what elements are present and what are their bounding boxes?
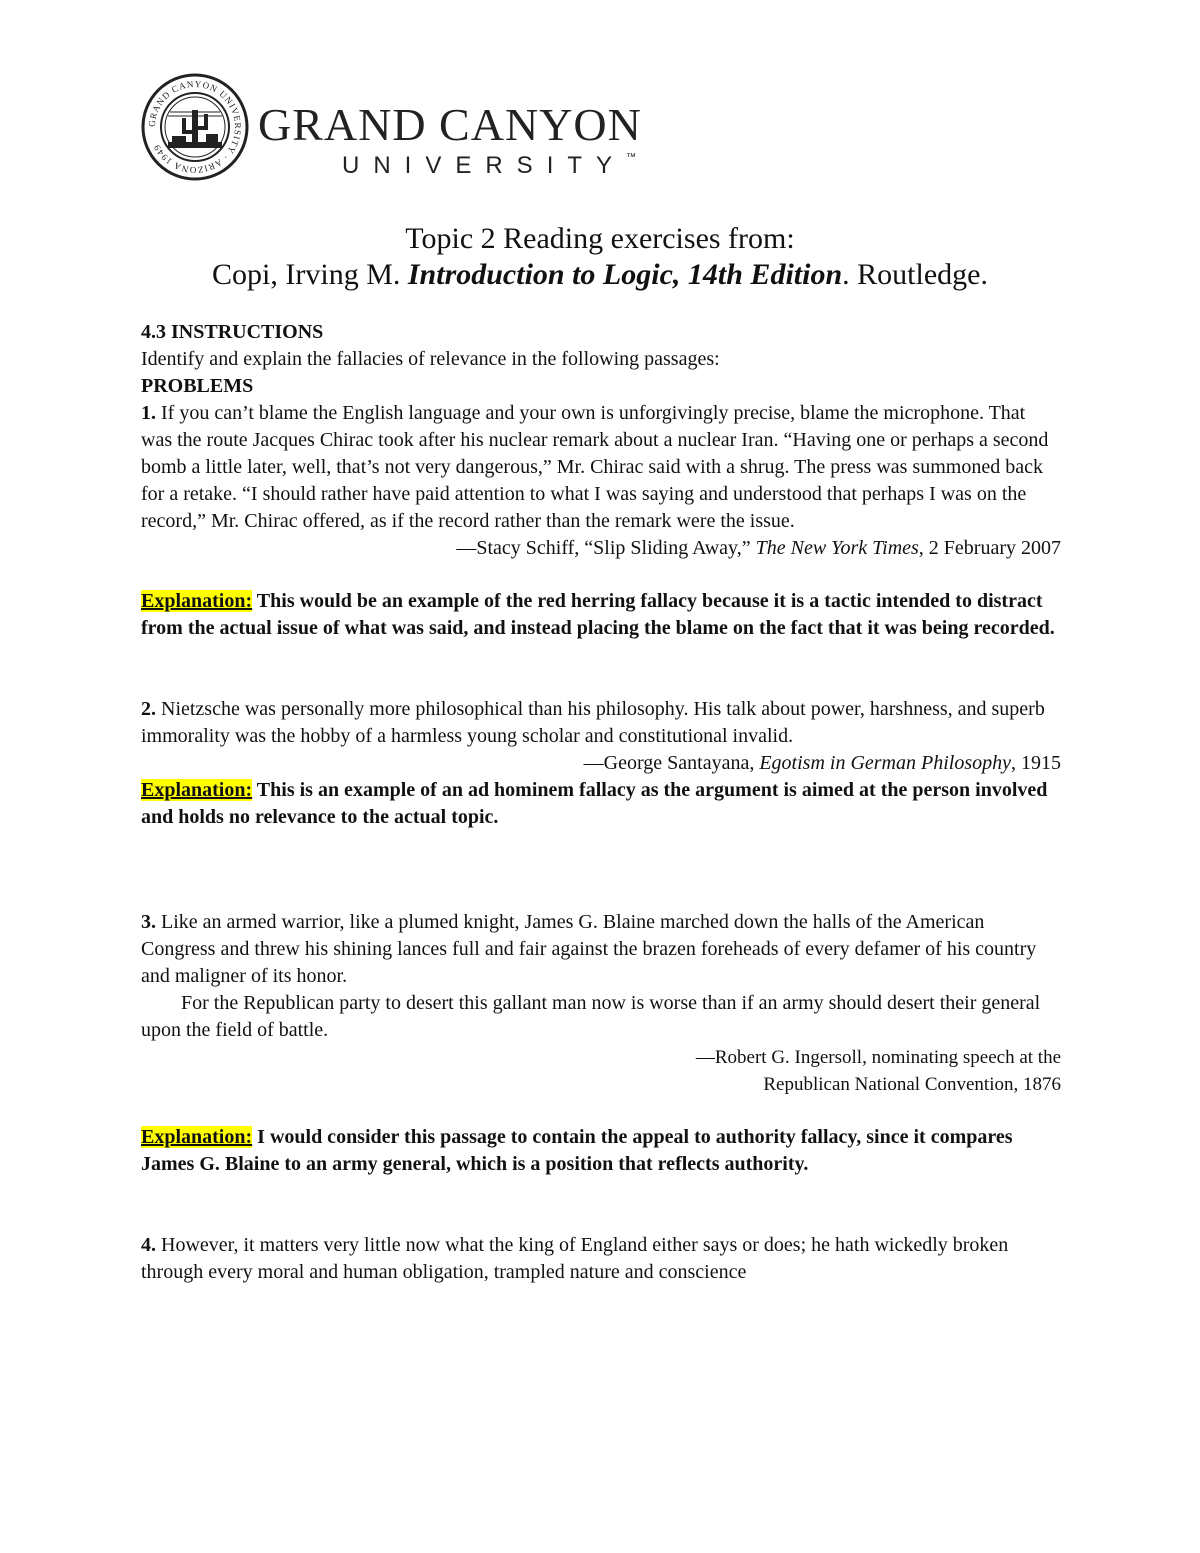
problem-3-explanation: Explanation: I would consider this passage to contain the appeal to authority fallacy, since it compares James G. Blaine to an army general, which is a position that reflects authority. (141, 1126, 1013, 1175)
problem-3-source-line2: Republican National Convention, 1876 (763, 1074, 1061, 1095)
problems-label: PROBLEMS (141, 375, 254, 397)
problem-2: 2. Nietzsche was personally more philosophical than his philosophy. His talk about power, harshness, and superb immorality was the hobby of a harmless young scholar and constitutional invalid. (141, 698, 1045, 747)
problem-2-source: —George Santayana, Egotism in German Philosophy, 1915 (583, 752, 1061, 774)
citation-title: Copi, Irving M. Introduction to Logic, 14th Edition. Routledge. (212, 258, 988, 291)
problem-3-source-line1: —Robert G. Ingersoll, nominating speech at the (695, 1047, 1061, 1068)
university-wordmark (258, 99, 642, 180)
explanation-label: Explanation: (141, 1126, 253, 1148)
university-name-bottom: UNIVERSITY™ (342, 152, 637, 179)
problem-3-continued: For the Republican party to desert this gallant man now is worse than if an army should desert their general upon the field of battle. (141, 992, 1041, 1041)
university-name-top: GRAND CANYON (258, 99, 642, 150)
book-title: Introduction to Logic, 14th Edition (407, 258, 843, 291)
problem-1-source: —Stacy Schiff, “Slip Sliding Away,” The New York Times, 2 February 2007 (456, 537, 1061, 559)
instructions-heading: 4.3 INSTRUCTIONS (141, 321, 324, 343)
instructions-text: Identify and explain the fallacies of relevance in the following passages: (141, 348, 720, 370)
page-title: Topic 2 Reading exercises from: (405, 222, 795, 255)
university-seal-icon (140, 72, 250, 182)
explanation-label: Explanation: (141, 590, 253, 612)
problem-1: 1. If you can’t blame the English language and your own is unforgivingly precise, blame the microphone. That was the route Jacques Chirac took after his nuclear remark about a nuclear Iran. “Having one or perhaps a second bomb a little later, well, that’s not very dangerous,” Mr. Chirac said with a shrug. The press was summoned back for a retake. “I should rather have paid attention to what I was saying and understood that perhaps I was on the record,” Mr. Chirac offered, as if the record rather than the remark were the issue. (141, 402, 1049, 532)
explanation-label: Explanation: (141, 779, 253, 801)
problem-4: 4. However, it matters very little now what the king of England either says or does; he hath wickedly broken through every moral and human obligation, trampled nature and conscience (141, 1234, 1009, 1283)
seal-text: GRAND CANYON UNIVERSITY · ARIZONA 1949 (146, 78, 244, 176)
university-logo (140, 72, 642, 182)
document-body (141, 319, 1061, 1286)
problem-2-explanation: Explanation: This is an example of an ad hominem fallacy as the argument is aimed at the person involved and holds no relevance to the actual topic. (141, 779, 1048, 828)
problem-3: 3. Like an armed warrior, like a plumed knight, James G. Blaine marched down the halls of the American Congress and threw his shining lances full and fair against the brazen foreheads of every defamer of his country and maligner of its honor. (141, 911, 1037, 987)
problem-1-explanation: Explanation: This would be an example of the red herring fallacy because it is a tactic intended to distract from the actual issue of what was said, and instead placing the blame on the fact that it was being recorded. (141, 590, 1055, 639)
